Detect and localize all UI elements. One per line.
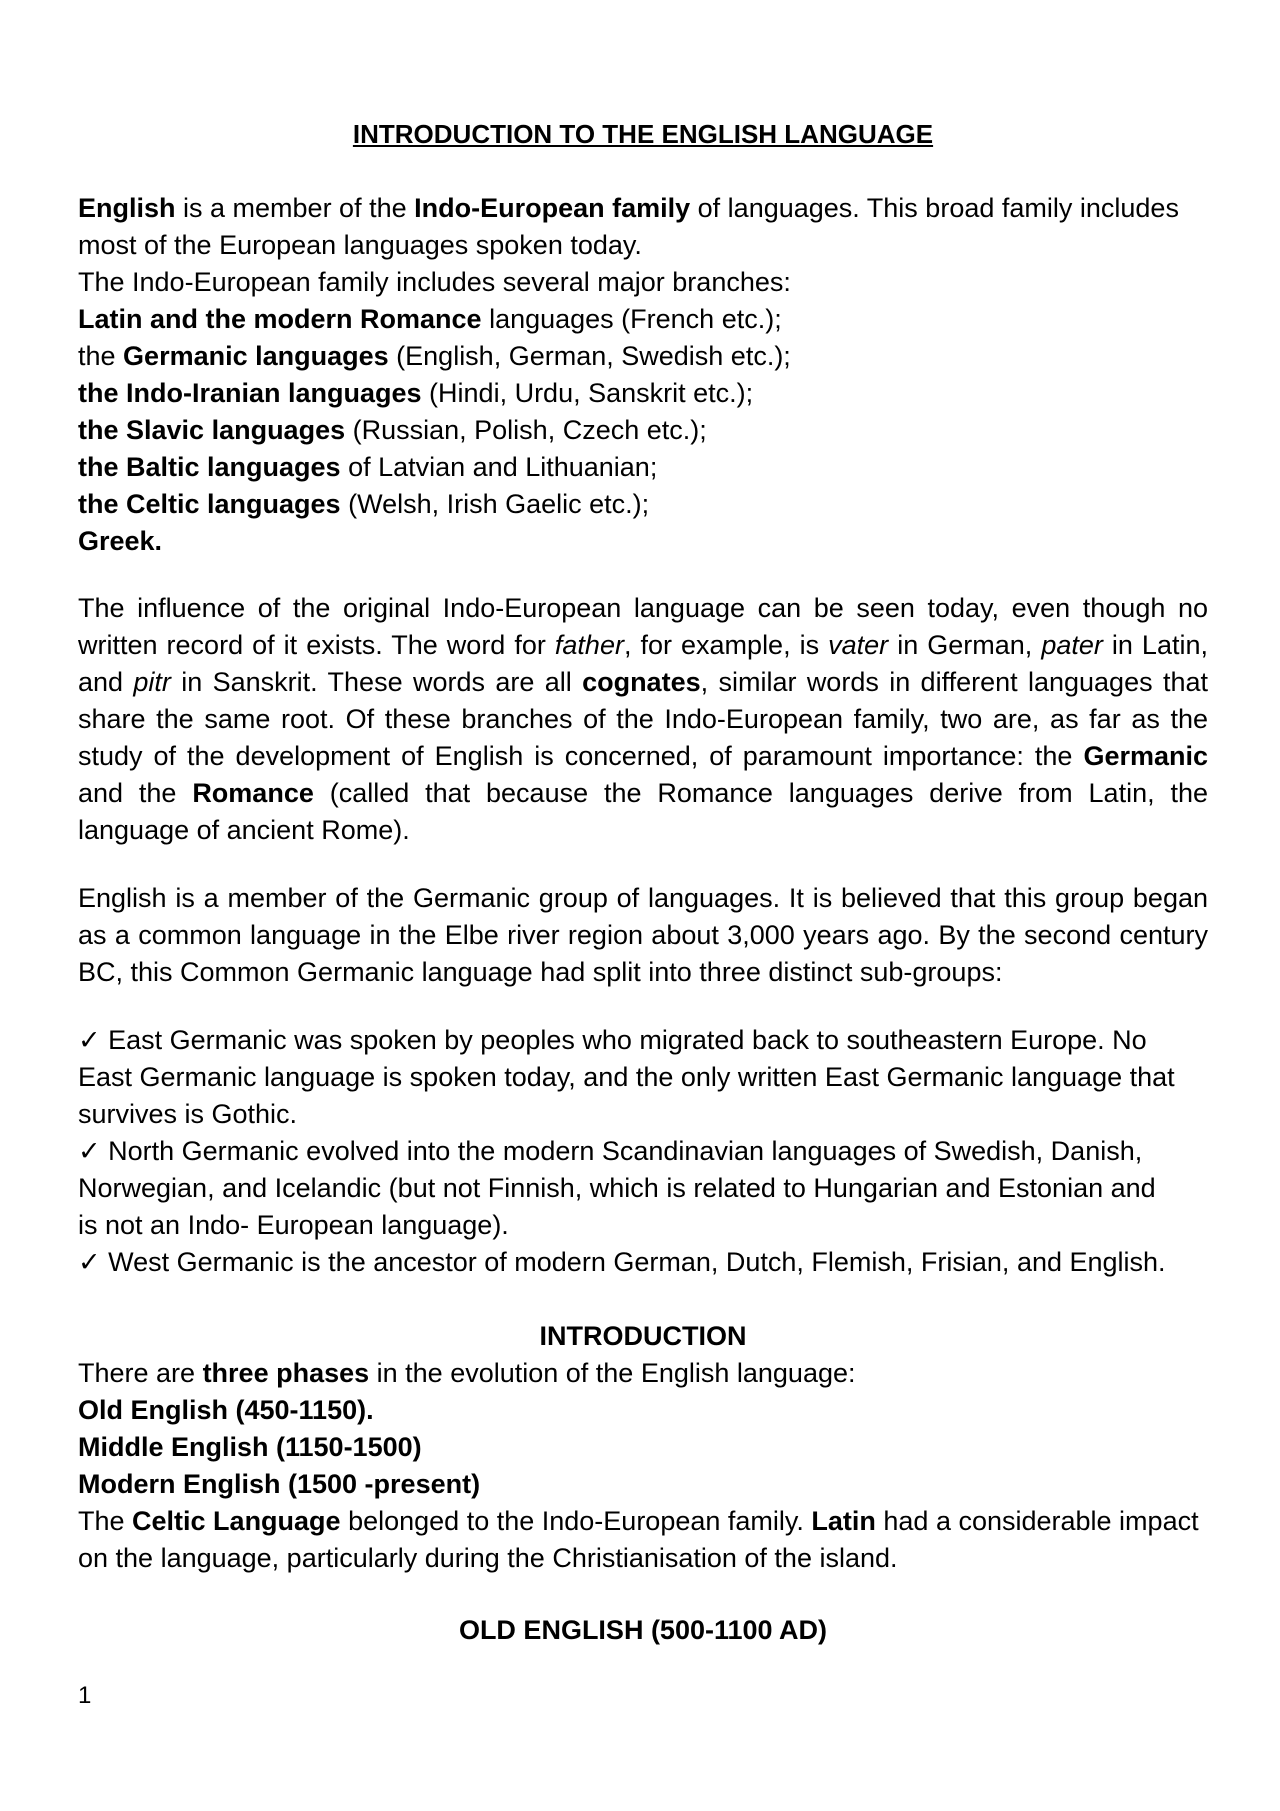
- germanic-subgroups-list: [78, 1022, 1208, 1281]
- branch-indo-iranian: the Indo-Iranian languages (Hindi, Urdu, Sanskrit etc.);: [78, 378, 754, 408]
- celtic-line-2: on the language, particularly during the Christianisation of the island.: [78, 1543, 898, 1573]
- page-number: 1: [78, 1682, 92, 1709]
- list-item-east-1: ✓ East Germanic was spoken by peoples who migrated back to southeastern Europe. No: [78, 1025, 1147, 1055]
- checkmark-icon: ✓: [78, 1247, 101, 1277]
- branch-slavic: the Slavic languages (Russian, Polish, Czech etc.);: [78, 415, 707, 445]
- phase-middle: Middle English (1150-1500): [78, 1432, 422, 1462]
- phases-line: There are three phases in the evolution of the English language:: [78, 1358, 856, 1388]
- list-item-west-1: ✓ West Germanic is the ancestor of modern German, Dutch, Flemish, Frisian, and English.: [78, 1247, 1166, 1277]
- intro-line-1: English is a member of the Indo-European family of languages. This broad family includes: [78, 193, 1179, 223]
- germanic-paragraph: English is a member of the Germanic group of languages. It is believed that this group began as a common language in the Elbe river region about 3,000 years ago. By the second century BC, this Common Germanic language had split into three distinct sub-groups:: [78, 883, 1208, 987]
- intro-line-2: most of the European languages spoken today.: [78, 230, 642, 260]
- list-item-north-2: Norwegian, and Icelandic (but not Finnish, which is related to Hungarian and Estonian and: [78, 1173, 1156, 1203]
- influence-paragraph: The influence of the original Indo-European language can be seen today, even though no written record of it exists. The word for father, for example, is vater in German, pater in Latin, and pitr in Sanskrit. These words are all cognates, similar words in different languages that share the same root. Of these branches of the Indo-European family, two are, as far as the study of the development of English is concerned, of paramount importance: the Germanic and the Romance (called that because the Romance languages derive from Latin, the language of ancient Rome).: [78, 593, 1208, 845]
- page-title: INTRODUCTION TO THE ENGLISH LANGUAGE: [352, 119, 934, 149]
- branch-baltic: the Baltic languages of Latvian and Lithuanian;: [78, 452, 658, 482]
- list-item-east-3: survives is Gothic.: [78, 1099, 298, 1129]
- branch-germanic: the Germanic languages (English, German, Swedish etc.);: [78, 341, 791, 371]
- branch-romance: Latin and the modern Romance languages (French etc.);: [78, 304, 782, 334]
- phase-modern: Modern English (1500 -present): [78, 1469, 481, 1499]
- celtic-line-1: The Celtic Language belonged to the Indo-European family. Latin had a considerable impact: [78, 1506, 1199, 1536]
- section-heading-introduction: INTRODUCTION: [539, 1321, 747, 1351]
- section-heading-old-english: OLD ENGLISH (500-1100 AD): [458, 1615, 828, 1645]
- intro-line-3: The Indo-European family includes several major branches:: [78, 267, 791, 297]
- checkmark-icon: ✓: [78, 1136, 101, 1166]
- phase-old: Old English (450-1150).: [78, 1395, 374, 1425]
- list-item-east-2: East Germanic language is spoken today, and the only written East Germanic language that: [78, 1062, 1175, 1092]
- list-item-north-1: ✓ North Germanic evolved into the modern Scandinavian languages of Swedish, Danish,: [78, 1136, 1143, 1166]
- intro-block: [78, 190, 1208, 560]
- introduction-section: [78, 1318, 1208, 1577]
- checkmark-icon: ✓: [78, 1025, 101, 1055]
- branch-greek: Greek.: [78, 526, 163, 556]
- branch-celtic: the Celtic languages (Welsh, Irish Gaelic etc.);: [78, 489, 650, 519]
- list-item-north-3: is not an Indo- European language).: [78, 1210, 509, 1240]
